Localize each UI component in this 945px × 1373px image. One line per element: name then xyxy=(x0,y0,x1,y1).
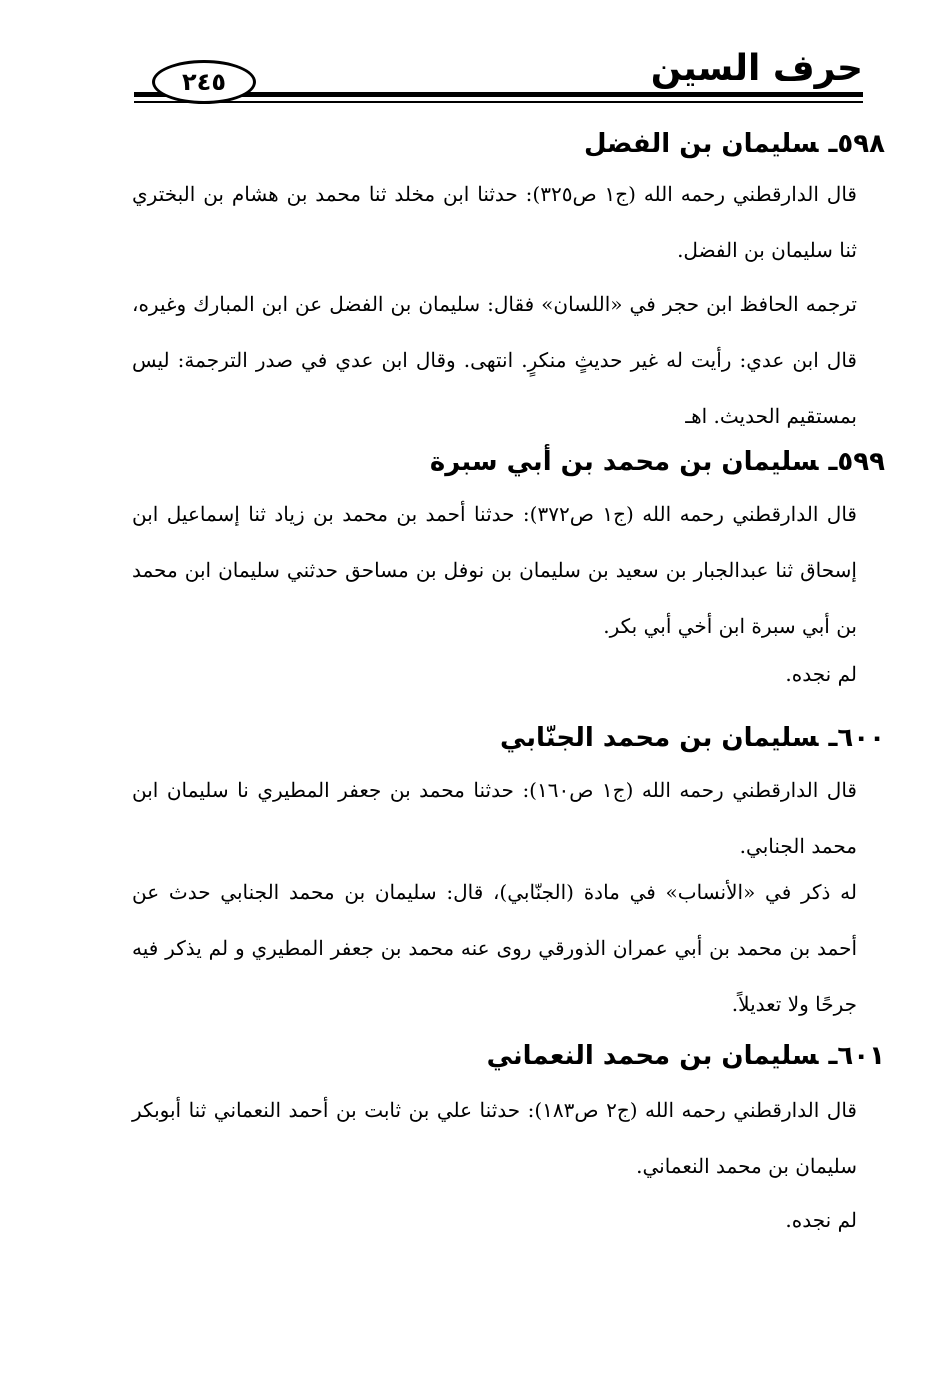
entry-599-paragraph-1: قال الدارقطني رحمه الله (ج١ ص٣٧٢): حدثنا أحمد بن محمد بن زياد ثنا إسماعيل ابن إسحاق ثنا عبدالجبار بن سعيد بن سليمان بن نوفل بن مساحق حدثني سليمان ابن محمد بن أبي سبرة ابن أخي أبي بكر. xyxy=(132,502,857,638)
entry-title-599 xyxy=(430,442,885,482)
entry-name: سليمان بن محمد بن أبي سبرة xyxy=(429,447,819,477)
entry-number: ٦٠١ـ xyxy=(828,1041,885,1071)
chapter-title: حرف السين xyxy=(650,48,863,89)
entry-598-paragraph-2: ترجمه الحافظ ابن حجر في «اللسان» فقال: سليمان بن الفضل عن ابن المبارك وغيره، قال ابن عدي: رأيت له غير حديثٍ منكرٍ. انتهى. وقال ابن عدي في صدر الترجمة: ليس بمستقيم الحديث. اهـ xyxy=(132,292,857,428)
entry-title-598 xyxy=(584,124,885,164)
entry-title-600 xyxy=(500,718,885,758)
entry-598-paragraph-1: قال الدارقطني رحمه الله (ج١ ص٣٢٥): حدثنا ابن مخلد ثنا محمد بن هشام بن البختري ثنا سليمان بن الفضل. xyxy=(132,182,857,262)
entry-601-paragraph-2: لم نجده. xyxy=(785,1208,857,1232)
entry-600-paragraph-2: له ذكر في «الأنساب» في مادة (الجنّابي)، قال: سليمان بن محمد الجنابي حدث عن أحمد بن محمد بن أبي عمران الذورقي روى عنه محمد بن جعفر المطيري و لم يذكر فيه جرحًا ولا تعديلاً. xyxy=(132,880,857,1016)
entry-number: ٦٠٠ـ xyxy=(828,723,885,753)
entry-600-paragraph-1: قال الدارقطني رحمه الله (ج١ ص١٦٠): حدثنا محمد بن جعفر المطيري نا سليمان ابن محمد الجنابي. xyxy=(132,778,857,858)
entry-599-paragraph-2: لم نجده. xyxy=(785,662,857,686)
page-number: ٢٤٥ xyxy=(152,60,256,104)
entry-name: سليمان بن محمد الجنّابي xyxy=(499,723,819,753)
entry-name: سليمان بن محمد النعماني xyxy=(486,1041,819,1071)
entry-name: سليمان بن الفضل xyxy=(583,129,819,159)
entry-number: ٥٩٩ـ xyxy=(828,447,885,477)
entry-title-601 xyxy=(487,1036,885,1076)
entry-number: ٥٩٨ـ xyxy=(828,129,885,159)
header-rule-thin xyxy=(134,101,863,103)
entry-601-paragraph-1: قال الدارقطني رحمه الله (ج٢ ص١٨٣): حدثنا علي بن ثابت بن أحمد النعماني ثنا أبوبكر سليمان بن محمد النعماني. xyxy=(132,1098,857,1178)
